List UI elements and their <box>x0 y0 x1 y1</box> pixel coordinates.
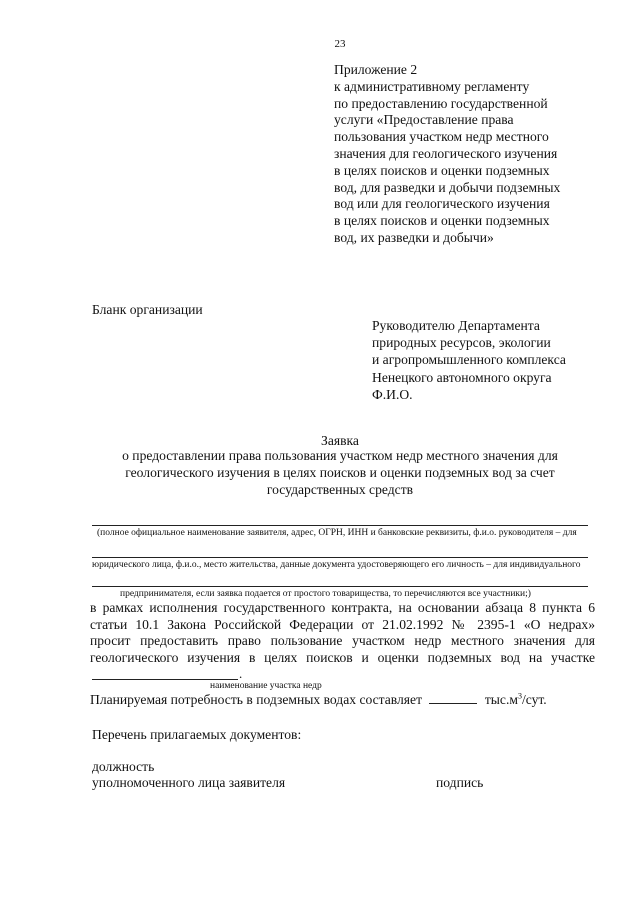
request-line: статьи 10.1 Закона Российской Федерации от 21.02.1992 № 2395-1 «О недрах» <box>90 616 595 632</box>
appendix-line: к административному регламенту <box>334 78 530 94</box>
signature-label: подпись <box>436 775 484 790</box>
appendix-line: услуги «Предоставление права <box>334 112 514 128</box>
applicant-fill-line-3[interactable] <box>92 586 588 587</box>
appendix-line: вод, для разведки и добычи подземных <box>334 179 561 195</box>
appendix-block <box>334 62 634 247</box>
water-need-line <box>90 691 547 708</box>
appendix-line: вод или для геологического изучения <box>334 196 550 212</box>
page-number: 23 <box>334 38 346 50</box>
water-need-unit: $тыс.м^3$/сут. <box>484 691 547 707</box>
addressee-block <box>372 317 632 403</box>
application-subject <box>90 448 590 498</box>
applicant-caption-2: юридического лица, ф.и.о., место жительства, данные документа удостоверяющего его личность – для индивидуального <box>92 560 581 570</box>
appendix-line: Приложение 2 <box>334 62 418 77</box>
subsoil-fill-line[interactable] <box>92 679 238 680</box>
applicant-caption-3: предпринимателя, если заявка подается от простого товарищества, то перечисляются все участники;) <box>120 589 531 599</box>
subsoil-caption: наименование участка недр <box>210 681 322 691</box>
appendix-line: в целях поисков и оценки подземных <box>334 213 550 229</box>
addressee-line: Ненецкого автономного округа <box>372 369 552 385</box>
water-need-text: Планируемая потребность в подземных водах составляет <box>90 692 423 707</box>
appendix-line: пользования участком недр местного <box>334 129 549 145</box>
appendix-line: вод, их разведки и добычи» <box>334 229 494 245</box>
subject-line: о предоставлении права пользования участком недр местного значения для <box>122 448 558 463</box>
position-label: должность <box>92 759 155 774</box>
addressee-line: Ф.И.О. <box>372 386 413 402</box>
applicant-caption-1: (полное официальное наименование заявителя, адрес, ОГРН, ИНН и банковские реквизиты, ф.и.о. руководителя – для <box>97 528 577 538</box>
request-line: геологического изучения в целях поисков и оценки подземных вод на участке <box>90 649 595 665</box>
addressee-line: природных ресурсов, экологии <box>372 335 551 351</box>
request-line: просит предоставить право пользование участком недр местного значения для <box>90 633 595 649</box>
subsoil-dot: . <box>239 666 243 681</box>
water-need-blank[interactable] <box>429 691 477 704</box>
application-title: Заявка <box>321 433 359 448</box>
applicant-fill-line-1[interactable] <box>92 525 588 526</box>
appendix-line: по предоставлению государственной <box>334 95 548 111</box>
authorized-person-label: уполномоченного лица заявителя <box>92 775 286 790</box>
addressee-line: Руководителю Департамента <box>372 318 540 333</box>
appendix-line: значения для геологического изучения <box>334 145 558 161</box>
request-paragraph <box>90 600 595 666</box>
attached-docs-label: Перечень прилагаемых документов: <box>92 727 302 742</box>
subject-line: геологического изучения в целях поисков и оценки подземных вод за счет <box>125 464 555 480</box>
subject-line: государственных средств <box>266 481 414 497</box>
org-blank-label: Бланк организации <box>92 302 203 317</box>
request-line: в рамках исполнения государственного контракта, на основании абзаца 8 пункта 6 <box>90 600 595 615</box>
addressee-line: и агропромышленного комплекса <box>372 352 566 368</box>
applicant-fill-line-2[interactable] <box>92 557 588 558</box>
appendix-line: в целях поисков и оценки подземных <box>334 162 550 178</box>
